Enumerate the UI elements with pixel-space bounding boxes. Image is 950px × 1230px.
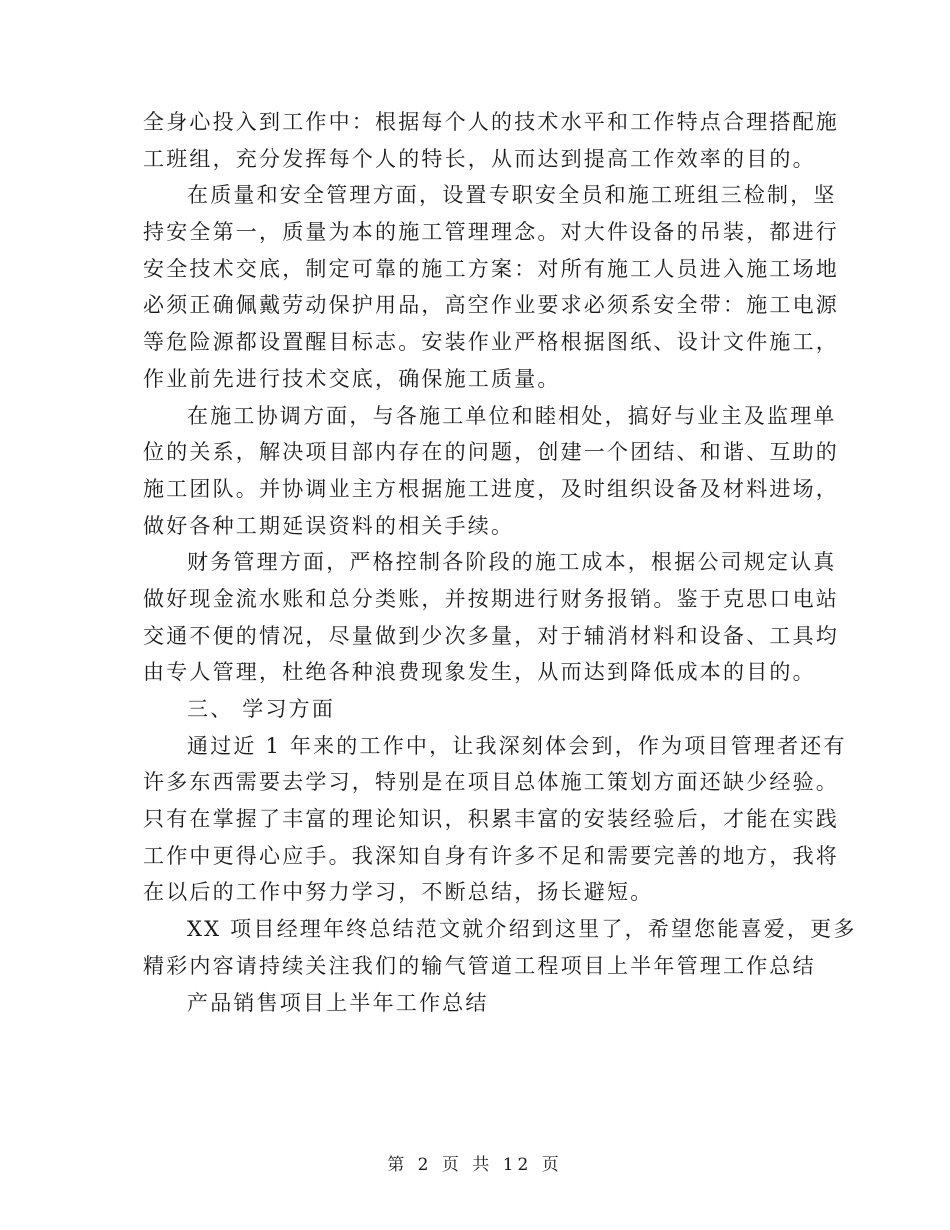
text-line: 工作中更得心应手。我深知自身有许多不足和需要完善的地方，我将	[143, 843, 839, 868]
text-line: 通过近 1 年来的工作中，让我深刻体会到，作为项目管理者还有	[187, 733, 847, 758]
text-line: 财务管理方面，严格控制各阶段的施工成本，根据公司规定认真	[187, 550, 837, 575]
text-line: 产品销售项目上半年工作总结	[187, 990, 489, 1015]
text-line: 施工团队。并协调业主方根据施工进度，及时组织设备及材料进场，	[143, 476, 839, 501]
text-line: 交通不便的情况，尽量做到少次多量，对于辅消材料和设备、工具均	[143, 623, 839, 648]
text-line: 作业前先进行技术交底，确保施工质量。	[143, 366, 561, 391]
text-line: 工班组，充分发挥每个人的特长，从而达到提高工作效率的目的。	[143, 146, 816, 171]
text-line: 持安全第一，质量为本的施工管理理念。对大件设备的吊装，都进行	[143, 220, 839, 245]
text-line: XX 项目经理年终总结范文就介绍到这里了，希望您能喜爱，更多	[187, 917, 857, 942]
text-line: 安全技术交底，制定可靠的施工方案：对所有施工人员进入施工场地	[143, 256, 839, 281]
text-line: 做好现金流水账和总分类账，并按期进行财务报销。鉴于克思口电站	[143, 586, 839, 611]
text-line: 必须正确佩戴劳动保护用品，高空作业要求必须系安全带：施工电源	[143, 293, 839, 318]
text-line: 精彩内容请持续关注我们的输气管道工程项目上半年管理工作总结	[143, 953, 816, 978]
text-line: 位的关系，解决项目部内存在的问题，创建一个团结、和谐、互助的	[143, 440, 839, 465]
text-line: 做好各种工期延误资料的相关手续。	[143, 513, 515, 538]
text-line: 由专人管理，杜绝各种浪费现象发生，从而达到降低成本的目的。	[143, 660, 816, 685]
page-number-footer: 第 2 页 共 12 页	[387, 1155, 563, 1175]
section-heading: 三、 学习方面	[187, 697, 336, 721]
text-line: 在施工协调方面，与各施工单位和睦相处，搞好与业主及监理单	[187, 403, 837, 428]
text-line: 许多东西需要去学习，特别是在项目总体施工策划方面还缺少经验。	[143, 770, 839, 795]
document-body	[143, 104, 857, 1021]
text-line: 全身心投入到工作中：根据每个人的技术水平和工作特点合理搭配施	[143, 110, 839, 134]
text-line: 在以后的工作中努力学习，不断总结，扬长避短。	[143, 880, 654, 905]
text-line: 在质量和安全管理方面，设置专职安全员和施工班组三检制，坚	[187, 183, 837, 208]
text-line: 等危险源都设置醒目标志。安装作业严格根据图纸、设计文件施工，	[143, 330, 839, 355]
text-line: 只有在掌握了丰富的理论知识，积累丰富的安装经验后，才能在实践	[143, 807, 839, 832]
